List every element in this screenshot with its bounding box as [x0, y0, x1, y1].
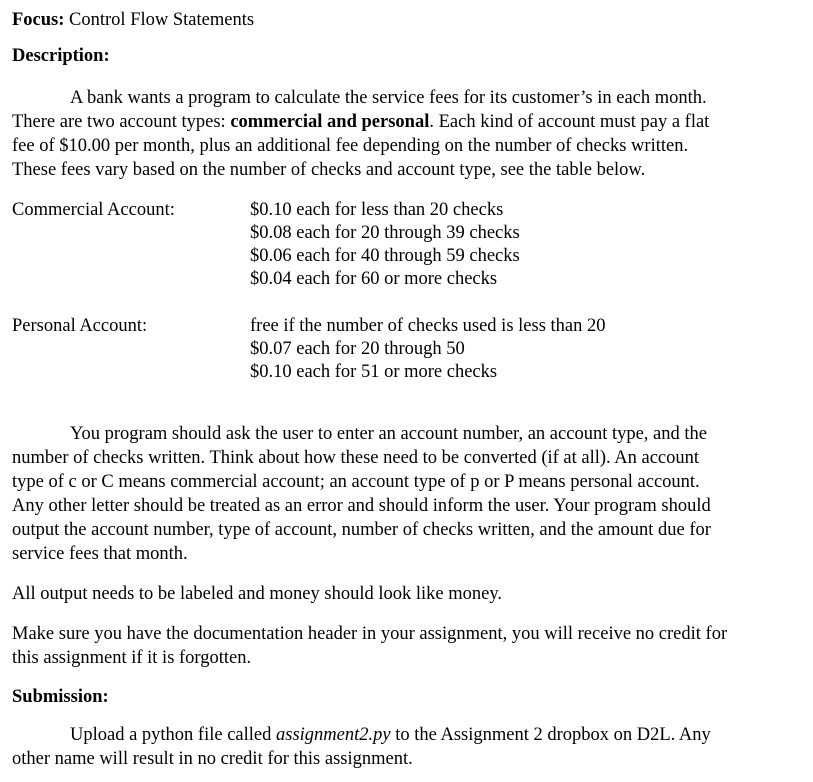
commercial-fee-3: $0.06 each for 40 through 59 checks	[250, 246, 520, 266]
personal-fee-1: free if the number of checks used is less than 20	[250, 316, 606, 336]
submission-line-1-pre: Upload a python file called	[70, 725, 277, 745]
commercial-fee-2: $0.08 each for 20 through 39 checks	[250, 223, 520, 243]
commercial-fee-1: $0.10 each for less than 20 checks	[250, 200, 504, 220]
program-line-4: Any other letter should be treated as an error and should inform the user. Your program should	[12, 496, 711, 516]
personal-fee-2: $0.07 each for 20 through 50	[250, 339, 465, 359]
doc-note-line-2: this assignment if it is forgotten.	[12, 648, 252, 668]
description-line-4: These fees vary based on the number of checks and account type, see the table below.	[12, 160, 646, 180]
program-line-2: number of checks written. Think about how these need to be converted (if at all). An account	[12, 448, 700, 468]
submission-line-1-post: to the Assignment 2 dropbox on D2L. Any	[390, 725, 711, 745]
program-line-6: service fees that month.	[12, 544, 188, 564]
commercial-fee-4: $0.04 each for 60 or more checks	[250, 269, 498, 289]
personal-label: Personal Account:	[12, 316, 148, 336]
description-line-2-pre: There are two account types:	[12, 112, 231, 132]
description-line-2-post: . Each kind of account must pay a flat	[429, 112, 710, 132]
submission-line-1	[70, 726, 711, 745]
focus-label: Focus:	[12, 10, 65, 30]
commercial-label: Commercial Account:	[12, 200, 175, 220]
submission-heading: Submission:	[12, 687, 109, 707]
doc-note-line-1: Make sure you have the documentation header in your assignment, you will receive no credit for	[12, 624, 728, 644]
submission-line-2: other name will result in no credit for this assignment.	[12, 749, 413, 769]
personal-fee-3: $0.10 each for 51 or more checks	[250, 362, 498, 382]
focus-text: Control Flow Statements	[69, 10, 255, 30]
assignment-filename: assignment2.py	[276, 725, 391, 745]
account-types-emphasis: commercial and personal	[230, 112, 430, 132]
output-note: All output needs to be labeled and money should look like money.	[12, 584, 502, 604]
description-heading: Description:	[12, 46, 110, 66]
focus-line	[12, 11, 254, 30]
description-line-3: fee of $10.00 per month, plus an additional fee depending on the number of checks written.	[12, 136, 689, 156]
description-line-2	[12, 113, 709, 132]
program-line-5: output the account number, type of account, number of checks written, and the amount due for	[12, 520, 711, 540]
program-line-1: You program should ask the user to enter an account number, an account type, and the	[70, 424, 707, 444]
description-line-1: A bank wants a program to calculate the service fees for its customer’s in each month.	[70, 88, 707, 108]
program-line-3: type of c or C means commercial account; an account type of p or P means personal account.	[12, 472, 700, 492]
